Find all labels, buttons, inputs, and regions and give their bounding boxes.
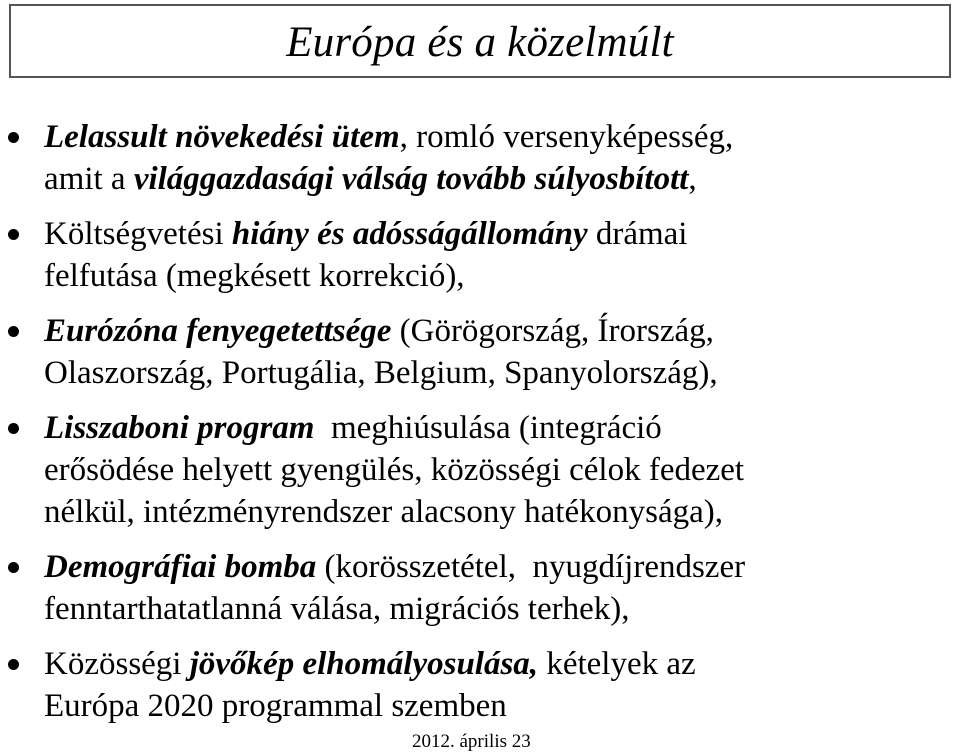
emphasized-text: Eurózóna fenyegetettsége	[44, 313, 392, 349]
bullet-item	[0, 213, 960, 297]
bullet-line	[44, 685, 960, 727]
bullet-line	[44, 255, 960, 297]
bullet-text: , romló versenyképesség,	[399, 119, 734, 155]
bullet-text: erősödése helyett gyengülés, közösségi célok fedezet	[44, 452, 745, 488]
bullet-line	[44, 546, 960, 588]
bullet-line	[44, 213, 960, 255]
bullet-text: (Görögország, Írország,	[391, 313, 714, 349]
bullet-text: nélkül, intézményrendszer alacsony hatékonysága),	[44, 494, 723, 530]
bullet-text: kételyek az	[538, 646, 696, 682]
bullet-text: ,	[688, 161, 697, 197]
bullet-item	[0, 116, 960, 200]
bullet-line	[44, 449, 960, 491]
bullet-text: Közösségi	[44, 646, 190, 682]
emphasized-text: Lelassult növekedési ütem	[44, 119, 400, 155]
bullet-line	[44, 116, 960, 158]
bullet-text: Olaszország, Portugália, Belgium, Spanyolország),	[44, 355, 718, 391]
emphasized-text: Demográfiai bomba	[44, 549, 317, 585]
bullet-line	[44, 407, 960, 449]
bullet-text: fenntarthatatlanná válása, migrációs terhek),	[44, 591, 630, 627]
bullet-dot-icon	[8, 229, 19, 240]
slide-date: 2012. április 23	[412, 731, 531, 752]
bullet-dot-icon	[8, 423, 19, 434]
bullet-list	[0, 116, 960, 740]
slide-title: Európa és a közelmúlt	[286, 19, 674, 66]
bullet-line	[44, 588, 960, 630]
bullet-text: (korösszetétel, nyugdíjrendszer	[316, 549, 746, 585]
bullet-text: Európa 2020 programmal szemben	[44, 688, 507, 724]
bullet-text: meghiúsulása (integráció	[314, 410, 662, 446]
emphasized-text: hiány és adósságállomány	[231, 216, 588, 252]
bullet-line	[44, 158, 960, 200]
emphasized-text: világgazdasági válság tovább súlyosbított	[133, 161, 689, 197]
bullet-dot-icon	[8, 562, 19, 573]
bullet-line	[44, 352, 960, 394]
emphasized-text: jövőkép elhomályosulása,	[189, 646, 539, 682]
bullet-line	[44, 310, 960, 352]
bullet-item	[0, 643, 960, 727]
bullet-dot-icon	[8, 132, 19, 143]
bullet-text: Költségvetési	[44, 216, 232, 252]
title-box	[9, 4, 951, 78]
bullet-dot-icon	[8, 326, 19, 337]
bullet-text: felfutása (megkésett korrekció),	[44, 258, 465, 294]
bullet-item	[0, 407, 960, 533]
bullet-item	[0, 546, 960, 630]
bullet-line	[44, 643, 960, 685]
emphasized-text: Lisszaboni program	[44, 410, 315, 446]
bullet-text: amit a	[44, 161, 134, 197]
bullet-line	[44, 491, 960, 533]
bullet-text: drámai	[587, 216, 688, 252]
bullet-item	[0, 310, 960, 394]
bullet-dot-icon	[8, 659, 19, 670]
